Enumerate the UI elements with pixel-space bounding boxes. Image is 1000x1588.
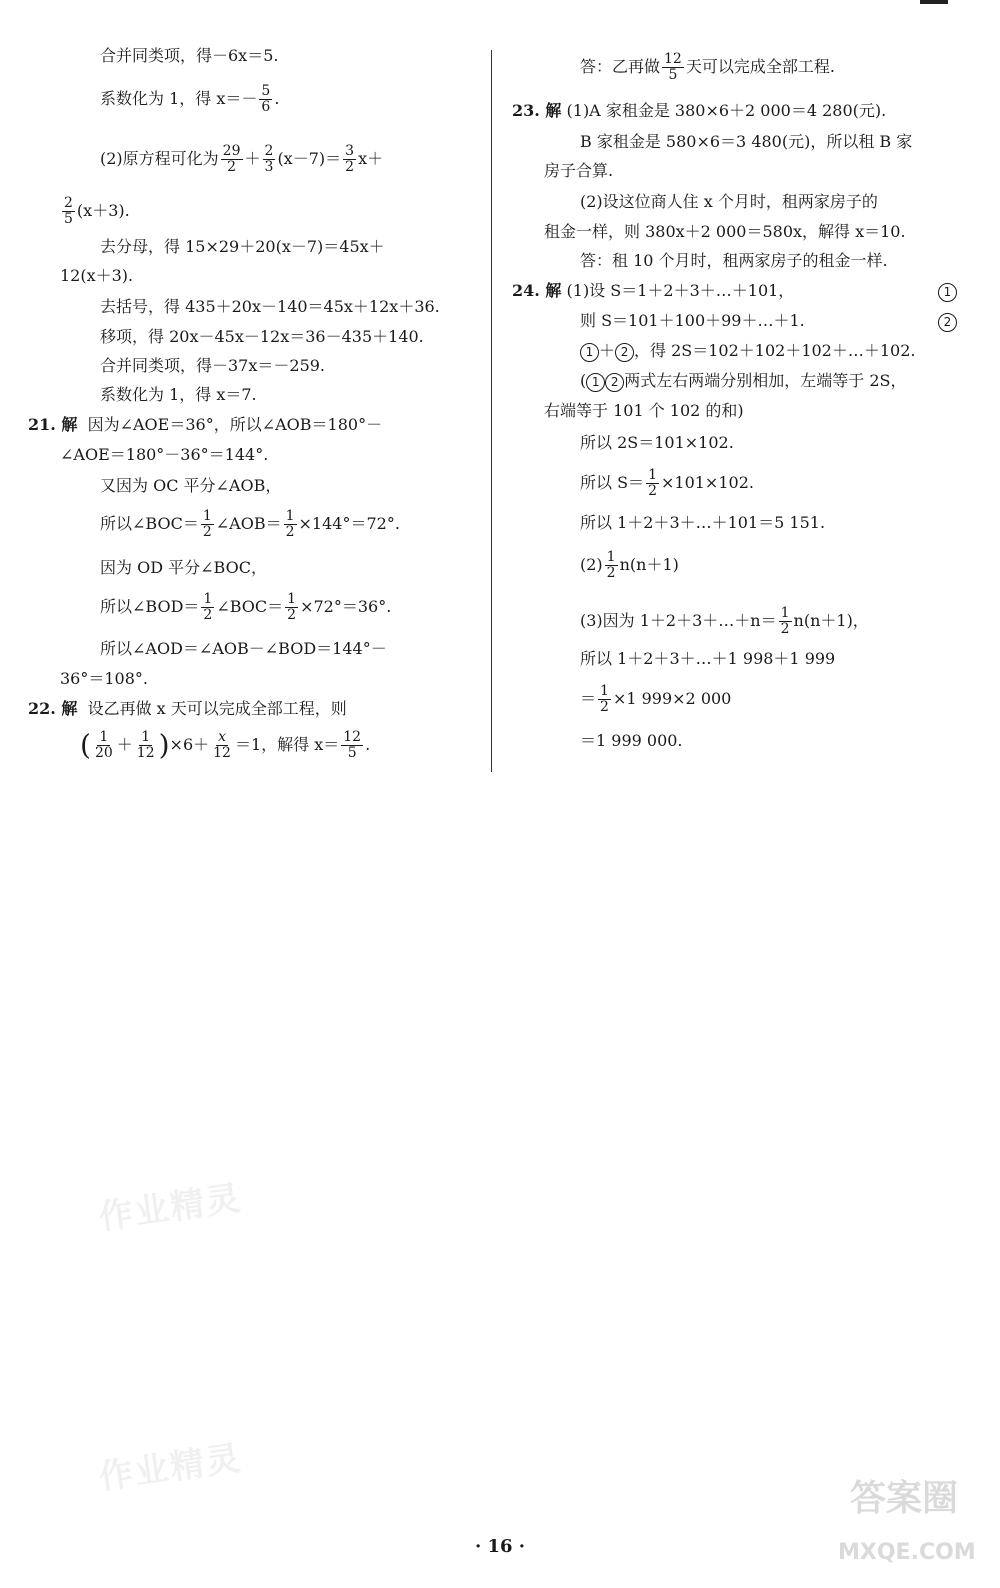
line-coefficient-1 <box>100 84 279 115</box>
plus-sign: ＋ <box>116 735 133 754</box>
q24-line-4 <box>580 368 906 394</box>
q21-line-7: 所以∠AOD＝∠AOB－∠BOD＝144°－ <box>100 639 387 658</box>
plus-sign: ＋ <box>244 149 261 168</box>
denominator: 5 <box>347 745 357 761</box>
text: ∠AOB＝ <box>215 514 282 533</box>
fraction-2-5 <box>62 196 75 227</box>
q23-answer: 答：租 10 个月时，租两家房子的租金一样. <box>580 251 888 270</box>
text: 两式左右两端分别相加，左端等于 2S， <box>624 371 907 390</box>
circled-number-2: 2 <box>615 343 634 362</box>
fraction-12-5 <box>341 730 363 761</box>
circled-number-1: 1 <box>580 343 599 362</box>
q22-answer <box>580 52 835 83</box>
q24-line-10: 所以 1＋2＋3＋…＋1 998＋1 999 <box>580 649 836 668</box>
q24-line-3 <box>580 338 916 364</box>
numerator: 29 <box>222 143 241 159</box>
q23-line-1 <box>512 98 886 124</box>
denominator: 2 <box>287 607 297 623</box>
period: . <box>274 89 280 108</box>
text: ∠BOC＝ <box>216 597 284 616</box>
numerator: 1 <box>648 467 657 483</box>
fraction-5-6 <box>259 84 272 115</box>
text: 天可以完成全部工程. <box>685 57 835 76</box>
q23-line-2: B 家租金是 580×6＝3 480(元)，所以租 B 家 <box>580 132 913 151</box>
denominator: 2 <box>203 607 213 623</box>
fraction-12-5 <box>662 52 684 83</box>
numerator: 1 <box>285 508 295 524</box>
numerator: 2 <box>264 143 274 159</box>
text: ×6＋ <box>169 735 210 754</box>
period: . <box>365 735 371 754</box>
denominator: 2 <box>227 159 237 175</box>
left-paren: ( <box>80 728 91 762</box>
text: n(n＋1) <box>619 555 679 574</box>
q22-equation <box>80 730 370 761</box>
denominator: 2 <box>345 159 355 175</box>
line-equation-transform <box>100 144 383 175</box>
fraction-1-2 <box>201 509 214 540</box>
q24-part-3 <box>580 606 869 637</box>
denominator: 12 <box>213 745 231 761</box>
fraction-x-12 <box>211 730 233 761</box>
q21-line-2: ∠AOE＝180°－36°＝144°. <box>60 445 269 464</box>
q24-line-2: 则 S＝101＋100＋99＋…＋1. <box>580 311 805 330</box>
text: ×1 999×2 000 <box>612 689 732 708</box>
numerator: 5 <box>261 83 271 99</box>
numerator: 1 <box>99 729 109 745</box>
circled-number-2: 2 <box>938 313 957 332</box>
q24-line-11 <box>580 684 731 715</box>
denominator: 2 <box>648 483 657 499</box>
numerator: 1 <box>606 549 616 565</box>
circled-number-1: 1 <box>938 283 957 302</box>
line-coefficient-2: 系数化为 1，得 x＝7. <box>100 385 257 404</box>
denominator: 5 <box>668 67 678 83</box>
fraction-1-12 <box>135 730 157 761</box>
top-edge-mark <box>920 0 948 4</box>
plus-sign: ＋ <box>599 341 616 360</box>
numerator: 1 <box>780 605 790 621</box>
numerator: 1 <box>600 683 609 699</box>
numerator: 1 <box>287 591 297 607</box>
text: 系数化为 1，得 x＝－ <box>100 89 258 108</box>
q23-line-3: 房子合算. <box>544 161 614 180</box>
text: ＝1，解得 x＝ <box>234 735 340 754</box>
watermark: 作业精灵 <box>96 1178 245 1238</box>
fraction-3-2 <box>343 144 356 175</box>
q21-line-1 <box>28 412 382 438</box>
circled-number-1: 1 <box>586 373 605 392</box>
fraction-1-2 <box>284 509 297 540</box>
denominator: 2 <box>600 699 609 715</box>
question-23-label: 23. 解 <box>512 101 562 120</box>
page-number: · 16 · <box>474 1536 526 1557</box>
line-clear-denominator-cont: 12(x＋3). <box>60 266 134 285</box>
fraction-1-2 <box>605 550 618 581</box>
q24-line-12: ＝1 999 000. <box>580 731 683 750</box>
numerator: 3 <box>345 143 355 159</box>
q24-line-1 <box>512 278 794 304</box>
text: (1)A 家租金是 380×6＋2 000＝4 280(元). <box>566 101 887 120</box>
text: 所以∠BOD＝ <box>100 597 200 616</box>
denominator: 2 <box>780 621 790 637</box>
text: x＋ <box>358 149 384 168</box>
text: ×144°＝72°. <box>298 514 400 533</box>
denominator: 2 <box>606 565 616 581</box>
numerator: 12 <box>343 729 362 745</box>
text: ＝ <box>580 689 597 708</box>
text: (2) <box>580 555 603 574</box>
fraction-1-2 <box>201 592 214 623</box>
line-move-terms: 移项，得 20x－45x－12x＝36－435＋140. <box>100 327 424 346</box>
right-paren: ) <box>158 728 170 762</box>
numerator: 1 <box>202 508 212 524</box>
text: (2)原方程可化为 <box>100 149 219 168</box>
line-equation-transform-cont <box>60 196 130 227</box>
denominator: 20 <box>94 745 113 761</box>
text: 答：乙再做 <box>580 57 661 76</box>
fraction-2-3 <box>263 144 276 175</box>
text: 所以 S＝ <box>580 473 645 492</box>
fraction-1-2 <box>779 606 792 637</box>
text: (x＋3). <box>76 201 130 220</box>
q24-part-2 <box>580 550 679 581</box>
line-remove-brackets: 去括号，得 435＋20x－140＝45x＋12x＋36. <box>100 297 440 316</box>
q23-line-5: 租金一样，则 380x＋2 000＝580x，解得 x＝10. <box>544 222 906 241</box>
fraction-1-2 <box>646 468 659 499</box>
denominator: 3 <box>264 159 274 175</box>
q24-line-8: 所以 1＋2＋3＋…＋101＝5 151. <box>580 513 826 532</box>
numerator: x <box>218 729 226 745</box>
q22-line-1 <box>28 696 347 722</box>
fraction-1-2 <box>285 592 298 623</box>
text: (1)设 S＝1＋2＋3＋…＋101， <box>566 281 795 300</box>
q23-line-4: (2)设这位商人住 x 个月时，租两家房子的 <box>580 192 878 211</box>
line-combine-terms-2: 合并同类项，得－37x＝－259. <box>100 356 326 375</box>
numerator: 1 <box>141 729 151 745</box>
q24-line-6: 所以 2S＝101×102. <box>580 433 734 452</box>
denominator: 2 <box>202 524 212 540</box>
denominator: 5 <box>64 211 73 227</box>
q21-line-3: 又因为 OC 平分∠AOB， <box>100 476 282 495</box>
q21-line-4 <box>100 509 400 540</box>
fraction-1-2 <box>598 684 611 715</box>
corner-logo: 答案圈 <box>850 1478 959 1519</box>
question-22-label: 22. 解 <box>28 699 78 718</box>
text: ×72°＝36°. <box>300 597 392 616</box>
text: n(n＋1)， <box>793 611 869 630</box>
denominator: 6 <box>261 99 271 115</box>
text: 所以∠BOC＝ <box>100 514 199 533</box>
numerator: 2 <box>64 195 73 211</box>
q21-line-5: 因为 OD 平分∠BOC， <box>100 558 267 577</box>
text: ( <box>580 371 587 390</box>
numerator: 12 <box>664 51 682 67</box>
line-clear-denominator: 去分母，得 15×29＋20(x－7)＝45x＋ <box>100 237 385 256</box>
question-21-label: 21. 解 <box>28 415 78 434</box>
fraction-1-20 <box>93 730 115 761</box>
question-24-label: 24. 解 <box>512 281 562 300</box>
numerator: 1 <box>203 591 213 607</box>
denominator: 12 <box>136 745 155 761</box>
circled-number-2: 2 <box>605 373 624 392</box>
column-divider <box>491 50 492 772</box>
text: ，得 2S＝102＋102＋102＋…＋102. <box>634 341 916 360</box>
text: 设乙再做 x 天可以完成全部工程，则 <box>87 699 347 718</box>
q21-line-6 <box>100 592 391 623</box>
watermark: 作业精灵 <box>96 1438 245 1498</box>
denominator: 2 <box>285 524 295 540</box>
text: 因为∠AOE＝36°，所以∠AOB＝180°－ <box>87 415 383 434</box>
line-combine-terms-1: 合并同类项，得－6x＝5. <box>100 46 279 65</box>
text: (x－7)＝ <box>277 149 342 168</box>
corner-url: MXQE.COM <box>838 1540 976 1565</box>
text: ×101×102. <box>660 473 754 492</box>
q24-line-5: 右端等于 101 个 102 的和) <box>544 401 744 420</box>
q24-line-7 <box>580 468 754 499</box>
fraction-29-2 <box>221 144 243 175</box>
text: (3)因为 1＋2＋3＋…＋n＝ <box>580 611 777 630</box>
q21-line-8: 36°＝108°. <box>60 669 148 688</box>
